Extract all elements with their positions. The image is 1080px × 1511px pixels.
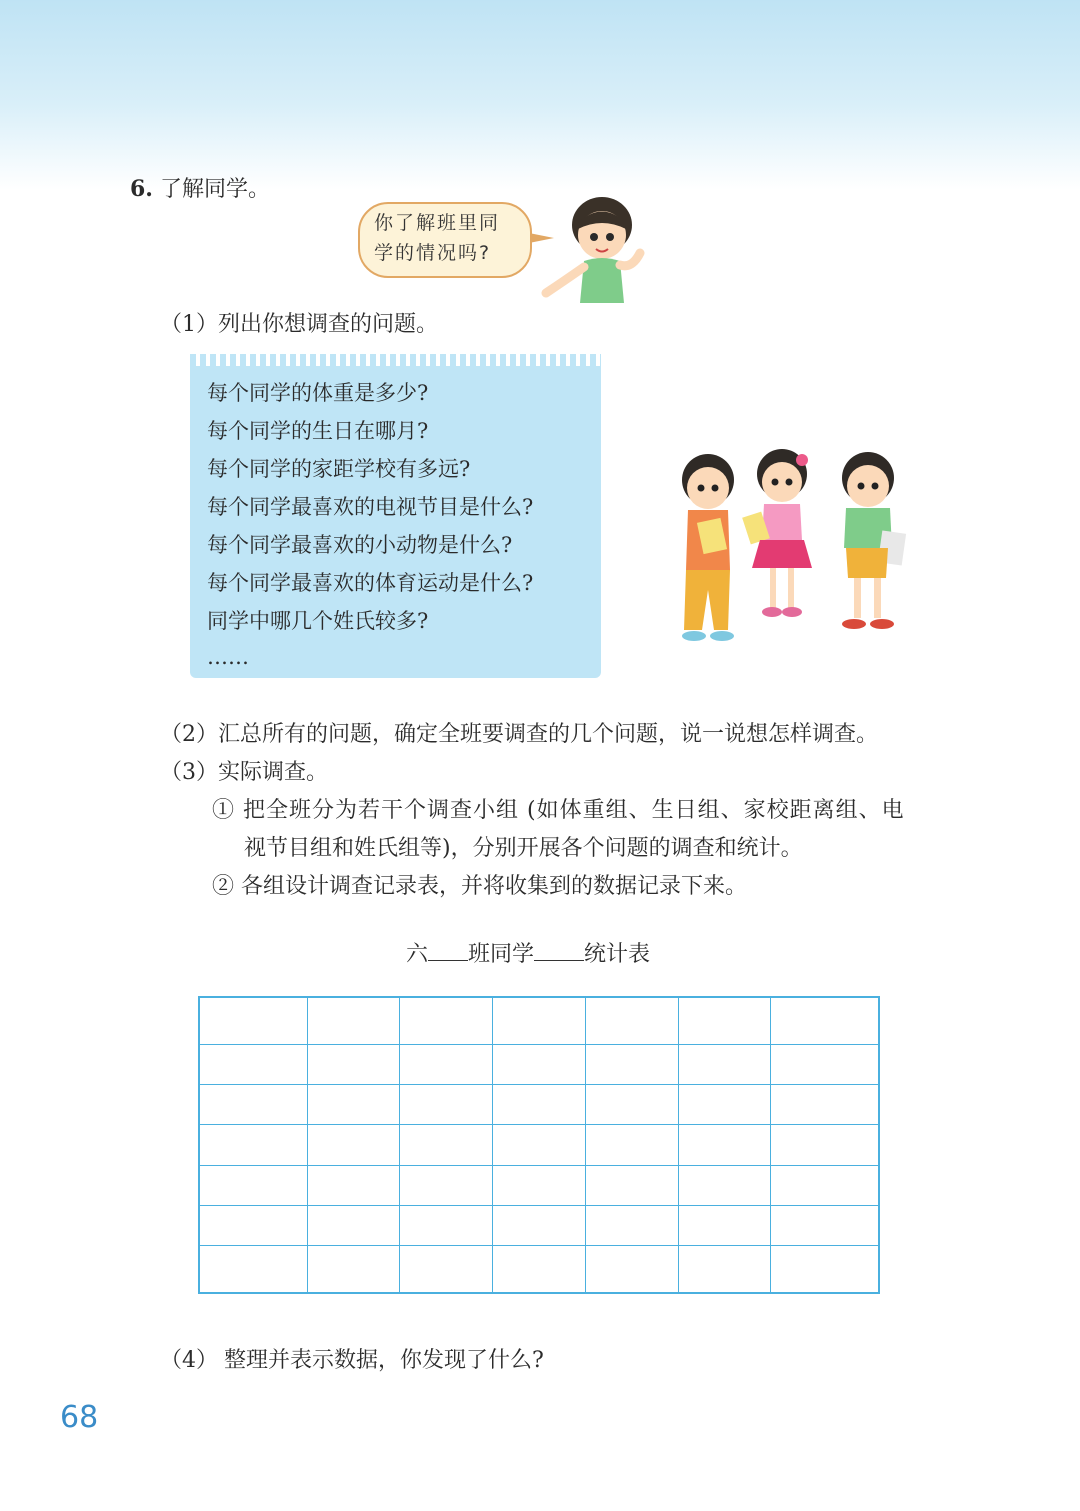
table-cell[interactable]: [493, 1084, 586, 1124]
table-cell[interactable]: [199, 1206, 307, 1246]
table-cell[interactable]: [307, 1044, 400, 1084]
question-item: 每个同学的体重是多少?: [207, 381, 429, 405]
table-cell[interactable]: [678, 1044, 771, 1084]
question-item: 同学中哪几个姓氏较多?: [207, 609, 429, 633]
page-number: 68: [60, 1400, 99, 1435]
problem-number: 6.: [130, 176, 153, 202]
part2-label: （2）: [160, 722, 218, 747]
table-cell[interactable]: [307, 1165, 400, 1205]
table-cell[interactable]: [585, 997, 678, 1044]
table-cell[interactable]: [678, 1246, 771, 1293]
table-title-part3: 统计表: [584, 942, 651, 967]
table-cell[interactable]: [585, 1125, 678, 1165]
table-cell[interactable]: [493, 1125, 586, 1165]
grade-blank[interactable]: [428, 940, 468, 961]
table-cell[interactable]: [585, 1206, 678, 1246]
table-cell[interactable]: [493, 1165, 586, 1205]
table-cell[interactable]: [771, 1165, 879, 1205]
table-row: [199, 1206, 879, 1246]
part3-text: 实际调查。: [218, 760, 329, 785]
table-cell[interactable]: [307, 1246, 400, 1293]
table-row: [199, 1165, 879, 1205]
table-cell[interactable]: [400, 1206, 493, 1246]
table-cell[interactable]: [678, 1165, 771, 1205]
table-cell[interactable]: [199, 1084, 307, 1124]
table-cell[interactable]: [771, 1084, 879, 1124]
table-row: [199, 1246, 879, 1293]
question-box-torn-edge: [190, 354, 601, 366]
part4-text: 整理并表示数据，你发现了什么?: [224, 1348, 544, 1373]
bubble-text-line1: 你了解班里同: [374, 212, 501, 234]
question-item: 每个同学的生日在哪月?: [207, 419, 429, 443]
three-children-illustration: [670, 440, 910, 650]
part4-label: （4）: [160, 1348, 218, 1373]
table-cell[interactable]: [400, 1084, 493, 1124]
table-cell[interactable]: [400, 1125, 493, 1165]
question-item: 每个同学最喜欢的小动物是什么?: [207, 533, 513, 557]
table-cell[interactable]: [199, 997, 307, 1044]
table-cell[interactable]: [400, 1044, 493, 1084]
table-cell[interactable]: [400, 1165, 493, 1205]
part3-step1-line1: ① 把全班分为若干个调查小组 (如体重组、生日组、家校距离组、电: [212, 798, 905, 823]
table-cell[interactable]: [771, 1125, 879, 1165]
part1-line: [160, 310, 438, 340]
table-cell[interactable]: [400, 1246, 493, 1293]
bubble-text-line2: 学的情况吗?: [374, 242, 492, 264]
table-cell[interactable]: [199, 1246, 307, 1293]
table-row: [199, 1044, 879, 1084]
table-row: [199, 1125, 879, 1165]
table-row: [199, 997, 879, 1044]
header-band: [0, 0, 1080, 190]
table-cell[interactable]: [678, 1206, 771, 1246]
table-title: [406, 940, 650, 970]
part1-label: （1）: [160, 312, 218, 337]
topic-blank[interactable]: [534, 940, 584, 961]
table-cell[interactable]: [493, 1206, 586, 1246]
table-title-part2: 班同学: [468, 942, 535, 967]
table-cell[interactable]: [493, 1044, 586, 1084]
part3-line: [160, 758, 328, 788]
table-cell[interactable]: [771, 1206, 879, 1246]
table-cell[interactable]: [771, 1246, 879, 1293]
part3-label: （3）: [160, 760, 218, 785]
table-cell[interactable]: [678, 1125, 771, 1165]
part1-text: 列出你想调查的问题。: [218, 312, 439, 337]
table-cell[interactable]: [585, 1246, 678, 1293]
table-title-part1: 六: [406, 942, 429, 967]
table-cell[interactable]: [493, 997, 586, 1044]
table-cell[interactable]: [771, 997, 879, 1044]
problem-title: 了解同学。: [159, 177, 270, 202]
statistics-table: [198, 996, 880, 1294]
table-cell[interactable]: [493, 1246, 586, 1293]
table-cell[interactable]: [307, 1206, 400, 1246]
question-item: ……: [207, 645, 249, 669]
table-cell[interactable]: [678, 997, 771, 1044]
table-cell[interactable]: [585, 1084, 678, 1124]
table-cell[interactable]: [307, 1084, 400, 1124]
table-cell[interactable]: [585, 1165, 678, 1205]
table-cell[interactable]: [771, 1044, 879, 1084]
table-cell[interactable]: [678, 1084, 771, 1124]
table-cell[interactable]: [307, 1125, 400, 1165]
table-cell[interactable]: [307, 997, 400, 1044]
table-cell[interactable]: [400, 997, 493, 1044]
problem-heading: [130, 174, 270, 205]
part2-line: [160, 720, 878, 750]
table-cell[interactable]: [199, 1125, 307, 1165]
part3-step1-line2: 视节目组和姓氏组等)，分别开展各个问题的调查和统计。: [244, 836, 803, 861]
question-item: 每个同学最喜欢的电视节目是什么?: [207, 495, 534, 519]
part3-step2: ② 各组设计调查记录表，并将收集到的数据记录下来。: [212, 874, 747, 899]
question-item: 每个同学最喜欢的体育运动是什么?: [207, 571, 534, 595]
table-cell[interactable]: [585, 1044, 678, 1084]
boy-illustration: [540, 195, 655, 305]
part4-line: [160, 1346, 544, 1376]
table-cell[interactable]: [199, 1165, 307, 1205]
question-item: 每个同学的家距学校有多远?: [207, 457, 471, 481]
part2-text: 汇总所有的问题，确定全班要调查的几个问题，说一说想怎样调查。: [218, 722, 879, 747]
table-row: [199, 1084, 879, 1124]
table-cell[interactable]: [199, 1044, 307, 1084]
